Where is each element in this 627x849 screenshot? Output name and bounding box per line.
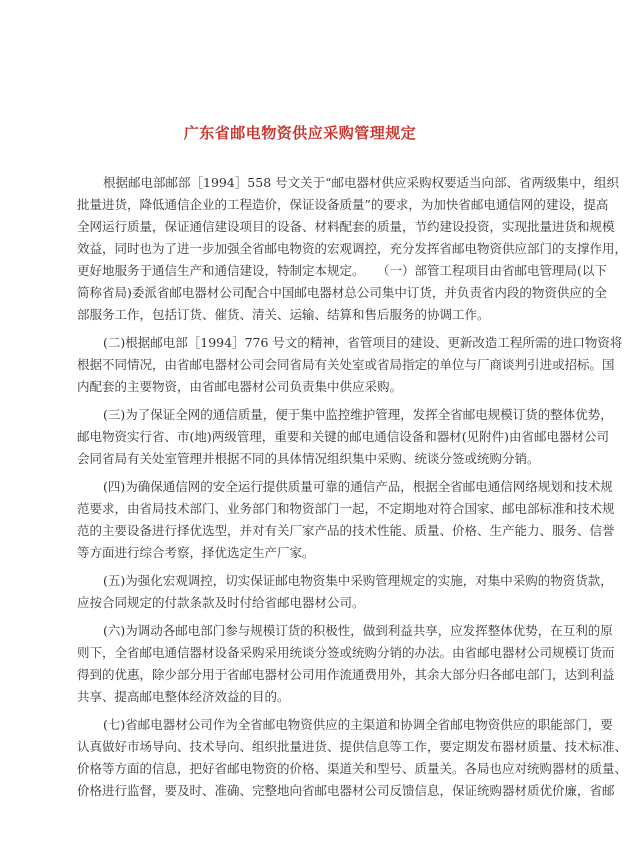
- text-line: 效益，同时也为了进一步加强全省邮电物资的宏观调控，充分发挥省邮电物资供应部门的支撑作用，: [77, 241, 627, 256]
- text-line: 邮电物资实行省、市(地)两级管理，重要和关键的邮电通信设备和器材(见附件)由省邮电器材公司: [77, 429, 610, 444]
- document-title: 广东省邮电物资供应采购管理规定: [183, 124, 417, 142]
- paragraph: [77, 172, 627, 326]
- text-line: (四)为确保通信网的安全运行提供质量可靠的通信产品，根据全省邮电通信网络规划和技术规: [103, 479, 613, 494]
- text-line: 范要求，由省局技术部门、业务部门和物资部门一起，不定期地对符合国家、邮电部标准和技术规: [77, 501, 615, 516]
- text-line: (五)为强化宏观调控，切实保证邮电物资集中采购管理规定的实施，对集中采购的物资货款，: [103, 573, 613, 588]
- text-line: (六)为调动各邮电部门参与规模订货的积极性，做到利益共享，应发挥整体优势，在互利的原: [103, 623, 613, 638]
- text-line: 批量进货，降低通信企业的工程造价，保证设备质量”的要求，为加快省邮电通信网的建设，提高: [77, 197, 609, 212]
- text-line: (七)省邮电器材公司作为全省邮电物资供应的主渠道和协调全省邮电物资供应的职能部门，要: [103, 717, 613, 732]
- text-line: 应按合同规定的付款条款及时付给省邮电器材公司。: [77, 595, 365, 610]
- text-line: 则下，全省邮电通信器材设备采购采用统谈分签或统购分销的办法。由省邮电器材公司规模订货而: [77, 645, 615, 660]
- text-line: 认真做好市场导向、技术导向、组织批量进货、提供信息等工作，要定期发布器材质量、技术标准、: [77, 739, 627, 754]
- text-line: 等方面进行综合考察，择优选定生产厂家。: [77, 545, 315, 560]
- text-line: 内配套的主要物资，由省邮电器材公司负责集中供应采购。: [77, 379, 403, 394]
- paragraph: [77, 570, 613, 614]
- text-line: 范的主要设备进行择优选型，并对有关厂家产品的技术性能、质量、价格、生产能力、服务、信誉: [77, 523, 615, 538]
- text-line: 得到的优惠，除少部分用于省邮电器材公司用作流通费用外，其余大部分归各邮电部门，达到利益: [77, 667, 615, 682]
- text-line: 简称省局)委派省邮电器材公司配合中国邮电器材总公司集中订货，并负责省内段的物资供应的全: [77, 285, 607, 300]
- text-line: 价格进行监督，要及时、准确、完整地向省邮电器材公司反馈信息，保证统购器材质优价廉，省邮: [77, 783, 615, 798]
- text-line: 会同省局有关处室管理并根据不同的具体情况组织集中采购、统谈分签或统购分销。: [77, 451, 540, 466]
- paragraph: [77, 332, 623, 398]
- document-body: [77, 172, 627, 802]
- paragraph: [77, 404, 613, 470]
- text-line: 全网运行质量，保证通信建设项目的设备、材料配套的质量，节约建设投资，实现批量进货和规模: [77, 219, 615, 234]
- text-line: (二)根据邮电部［1994］776 号文的精神，省管项目的建设、更新改造工程所需的进口物资将: [103, 335, 623, 350]
- text-line: 价格等方面的信息，把好省邮电物资的价格、渠道关和型号、质量关。各局也应对统购器材的质量、: [77, 761, 627, 776]
- text-line: 根据邮电部邮部［1994］558 号文关于“邮电器材供应采购权要适当向部、省两级集中，组织: [103, 175, 620, 190]
- text-line: 共享、提高邮电整体经济效益的目的。: [77, 689, 290, 704]
- text-line: 部服务工作，包括订货、催货、清关、运输、结算和售后服务的协调工作。: [77, 307, 490, 322]
- paragraph: [77, 476, 615, 564]
- text-line: 根据不同情况，由省邮电器材公司会同省局有关处室或省局指定的单位与厂商谈判引进或招标。国: [77, 357, 615, 372]
- paragraph: [77, 620, 615, 708]
- text-line: 更好地服务于通信生产和通信建设，特制定本规定。 （一）部管工程项目由省邮电管理局(以下: [77, 263, 607, 278]
- text-line: (三)为了保证全网的通信质量，便于集中监控维护管理，发挥全省邮电规模订货的整体优势，: [103, 407, 613, 422]
- paragraph: [77, 714, 627, 802]
